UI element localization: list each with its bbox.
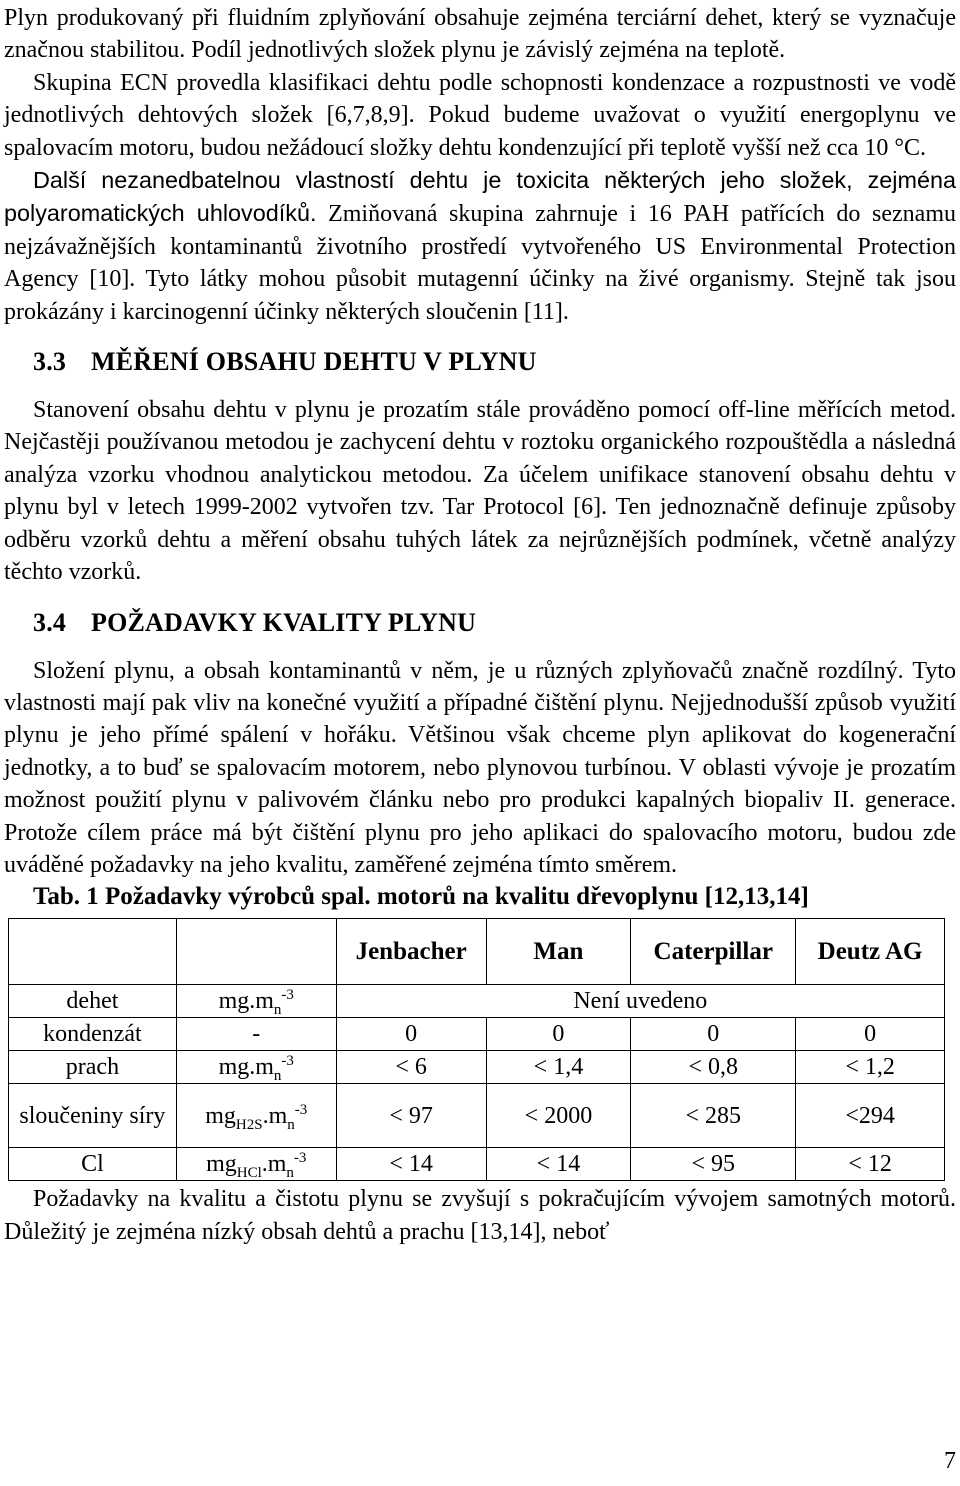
value-cell: < 285 (631, 1084, 796, 1148)
unit-subscript: n (286, 1165, 294, 1182)
value-cell: 0 (486, 1018, 631, 1051)
header-caterpillar: Caterpillar (631, 919, 796, 985)
paragraph-tar-stability: Plyn produkovaný při fluidním zplyňování obsahuje zejména terciární dehet, který se vyznačuje značnou stabilitou. Podíl jednotlivých složek plynu je závislý zejména na teplotě. (4, 5, 956, 64)
table-row (9, 1051, 945, 1084)
value-cell: < 14 (336, 1148, 486, 1181)
document-page (4, 0, 956, 1248)
paragraph-gas-quality: Složení plynu, a obsah kontaminantů v něm, je u různých zplyňovačů značně rozdílný. Tyto vlastnosti mají pak vliv na konečné využití a případné čištění plynu. Nejjednodušší způsob využití plynu je jeho přímé spálení v hořáku. Většinou však chceme plyn aplikovat do kogenerační jednotky, a to buď se spalovacím motorem, nebo plynovou turbínou. V oblasti vývoje je prozatím možnost použití plynu v palivovém článku nebo pro produkci kapalných biopaliv II. generace. Protože cílem práce má být čištění plynu pro jeho aplikaci do spalovacího motoru, budou zde uváděné požadavky na jeho kvalitu, zaměřené zejména tímto směrem. (4, 657, 956, 878)
header-deutz: Deutz AG (796, 919, 945, 985)
unit-superscript: -3 (293, 1150, 307, 1167)
unit-superscript: -3 (294, 1101, 308, 1118)
page-number: 7 (944, 1448, 956, 1474)
value-cell: < 1,2 (796, 1051, 945, 1084)
header-jenbacher: Jenbacher (336, 919, 486, 985)
unit-subscript: H2S (235, 1116, 263, 1133)
unit-subscript: n (273, 1002, 282, 1019)
table-row (9, 1084, 945, 1148)
section-number: 3.4 (33, 607, 67, 637)
toxicity-sentence: Další nezanedbatelnou vlastností dehtu je toxicita některých jeho složek, zejména polyaromatických uhlovodíků. (4, 167, 956, 227)
section-number: 3.3 (33, 347, 67, 377)
value-cell: 0 (336, 1018, 486, 1051)
unit-subscript: n (273, 1068, 282, 1085)
row-label: sloučeniny síry (9, 1084, 177, 1148)
unit-superscript: -3 (281, 1053, 294, 1070)
table-row (9, 1148, 945, 1181)
row-label: dehet (9, 985, 177, 1018)
paragraph-toxicity (4, 164, 956, 328)
value-cell: < 2000 (486, 1084, 631, 1148)
unit-superscript: -3 (281, 987, 294, 1004)
row-unit (176, 985, 336, 1018)
value-cell: < 14 (486, 1148, 631, 1181)
value-cell: <294 (796, 1084, 945, 1148)
unit-subscript: HCl (236, 1165, 262, 1182)
unit-text: .m (262, 1102, 288, 1129)
unit-subscript: n (287, 1116, 295, 1133)
row-label: Cl (9, 1148, 177, 1181)
unit-text: mg.m (218, 988, 274, 1015)
unit-text: mg.m (218, 1054, 274, 1081)
table-header-row (9, 919, 945, 985)
pah-sentences: Zmiňovaná skupina zahrnuje i 16 PAH patřících do seznamu nejzávažnějších kontaminantů životního prostředí vytvořeného US Environmental Protection Agency [10]. Tyto látky mohou působit mutagenní účinky na živé organismy. Stejně tak jsou prokázány i karcinogenní účinky některých sloučenin [11]. (4, 201, 956, 325)
section-heading-3-4 (33, 607, 956, 639)
value-cell: 0 (631, 1018, 796, 1051)
row-unit (176, 1051, 336, 1084)
table-row (9, 1018, 945, 1051)
value-cell: 0 (796, 1018, 945, 1051)
table-caption: Tab. 1 Požadavky výrobců spal. motorů na kvalitu dřevoplynu [12,13,14] (33, 883, 809, 911)
row-unit: - (176, 1018, 336, 1051)
unit-text: .m (261, 1151, 287, 1178)
empty-header-cell (176, 919, 336, 985)
empty-header-cell (9, 919, 177, 985)
engine-requirements-table (8, 918, 945, 1181)
value-cell: < 12 (796, 1148, 945, 1181)
section-heading-3-3 (33, 346, 956, 378)
value-cell: < 95 (631, 1148, 796, 1181)
value-cell: < 0,8 (631, 1051, 796, 1084)
row-unit (176, 1084, 336, 1148)
row-unit (176, 1148, 336, 1181)
value-cell: < 97 (336, 1084, 486, 1148)
header-man: Man (486, 919, 631, 985)
paragraph-tar-measurement: Stanovení obsahu dehtu v plynu je prozatím stále prováděno pomocí off-line měřících metod. Nejčastěji používanou metodou je zachycení dehtu v roztoku organického rozpouštědla a následná analýza vzorku vhodnou analytickou metodou. Za účelem unifikace stanovení obsahu dehtu v plynu byl v letech 1999-2002 vytvořen tzv. Tar Protocol [6]. Ten jednoznačně definuje způsoby odběru vzorků dehtu a měření obsahu tuhých látek za nejrůznějších podmínek, včetně analýzy těchto vzorků. (4, 397, 956, 586)
paragraph-requirements-increase: Požadavky na kvalitu a čistotu plynu se zvyšují s pokračujícím vývojem samotných motorů. Důležitý je zejména nízký obsah dehtů a prachu [13,14], neboť (4, 1186, 956, 1245)
row-label: kondenzát (9, 1018, 177, 1051)
unit-text: mg (206, 1151, 237, 1178)
table-row (9, 985, 945, 1018)
row-label: prach (9, 1051, 177, 1084)
section-title: POŽADAVKY KVALITY PLYNU (91, 607, 477, 637)
value-cell: < 6 (336, 1051, 486, 1084)
section-title: MĚŘENÍ OBSAHU DEHTU V PLYNU (91, 347, 537, 377)
value-cell: < 1,4 (486, 1051, 631, 1084)
paragraph-ecn-classification: Skupina ECN provedla klasifikaci dehtu podle schopnosti kondenzace a rozpustnosti ve vodě jednotlivých dehtových složek [6,7,8,9]. Pokud budeme uvažovat o využití energoplynu ve spalovacím motoru, budou nežádoucí složky dehtu kondenzující při teplotě vyšší než cca 10 °C. (4, 69, 956, 161)
unit-text: mg (205, 1102, 236, 1129)
merged-value-cell: Není uvedeno (336, 985, 944, 1018)
